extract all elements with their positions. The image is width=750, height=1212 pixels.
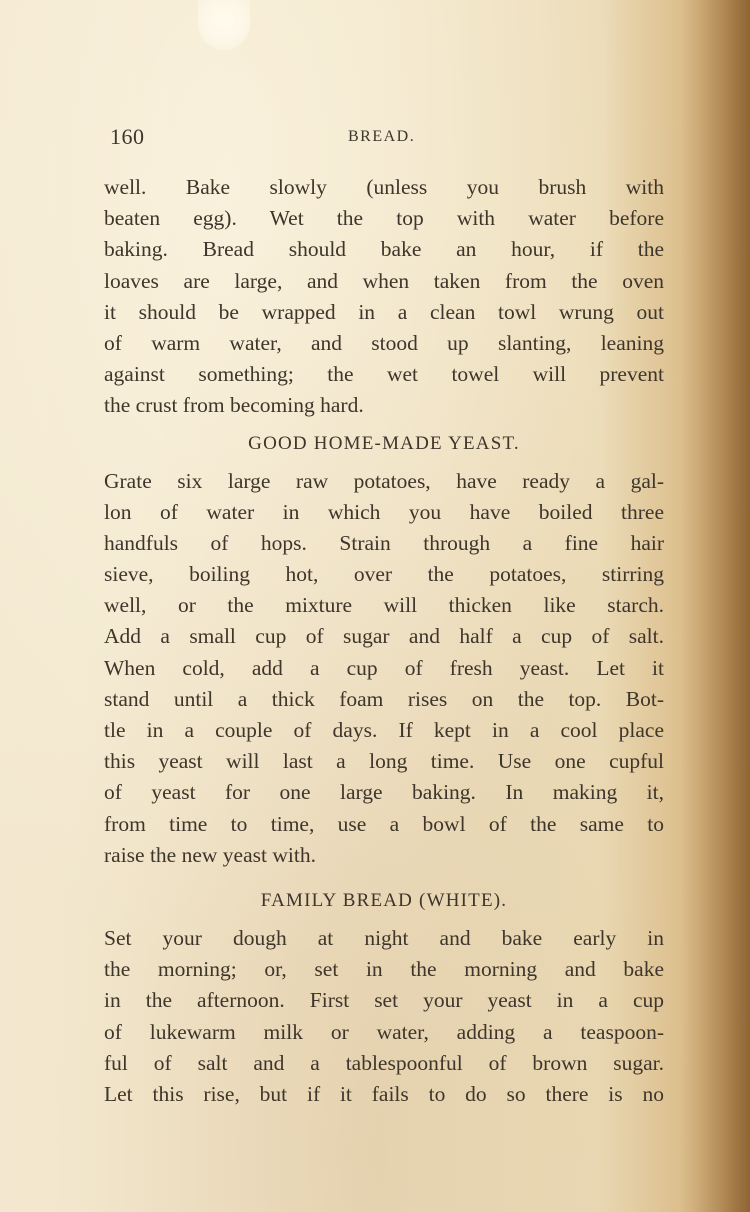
section-heading-family-bread: FAMILY BREAD (WHITE). — [260, 889, 508, 911]
text-line: in the afternoon. First set your yeast in a cup — [104, 988, 664, 1013]
text-line: Add a small cup of sugar and half a cup of salt. — [104, 624, 664, 649]
text-line: When cold, add a cup of fresh yeast. Let it — [104, 655, 664, 680]
section-heading-yeast: GOOD HOME-MADE YEAST. — [248, 432, 520, 454]
text-line: stand until a thick foam rises on the top. Bot- — [104, 686, 664, 711]
page-edge-shadow — [680, 0, 750, 1212]
paper-stain — [198, 0, 250, 50]
family-bread-paragraph — [104, 923, 664, 1110]
page-number: 160 — [110, 124, 145, 149]
text-line: of warm water, and stood up slanting, leaning — [104, 330, 664, 355]
text-line: from time to time, use a bowl of the same to — [104, 811, 664, 836]
text-line: ful of salt and a tablespoonful of brown sugar. — [104, 1050, 664, 1075]
text-line: lon of water in which you have boiled three — [104, 499, 664, 524]
text-line: it should be wrapped in a clean towl wrung out — [104, 299, 664, 324]
text-line: baking. Bread should bake an hour, if the — [104, 237, 664, 262]
text-line: the morning; or, set in the morning and bake — [104, 957, 664, 982]
text-line: Set your dough at night and bake early in — [104, 925, 664, 950]
yeast-paragraph — [104, 466, 664, 871]
text-line: well, or the mixture will thicken like starch. — [104, 593, 664, 618]
text-line: Let this rise, but if it fails to do so there is no — [104, 1081, 664, 1106]
continued-paragraph — [104, 172, 664, 422]
text-line: loaves are large, and when taken from the oven — [104, 268, 664, 293]
text-block — [104, 172, 664, 1110]
text-line: of yeast for one large baking. In making it, — [104, 780, 664, 805]
text-line: raise the new yeast with. — [104, 842, 316, 867]
running-header — [110, 124, 630, 154]
text-line: against something; the wet towel will prevent — [104, 362, 664, 387]
text-line: sieve, boiling hot, over the potatoes, stirring — [104, 562, 664, 587]
text-line: of lukewarm milk or water, adding a teaspoon- — [104, 1019, 664, 1044]
running-title: BREAD. — [348, 128, 416, 145]
text-line: well. Bake slowly (unless you brush with — [104, 175, 664, 199]
text-line: beaten egg). Wet the top with water before — [104, 206, 664, 231]
text-line: this yeast will last a long time. Use one cupful — [104, 749, 664, 774]
text-line: tle in a couple of days. If kept in a cool place — [104, 718, 664, 742]
text-line: Grate six large raw potatoes, have ready a gal- — [104, 468, 664, 493]
text-line: handfuls of hops. Strain through a fine hair — [104, 530, 664, 555]
text-line: the crust from becoming hard. — [104, 393, 364, 418]
